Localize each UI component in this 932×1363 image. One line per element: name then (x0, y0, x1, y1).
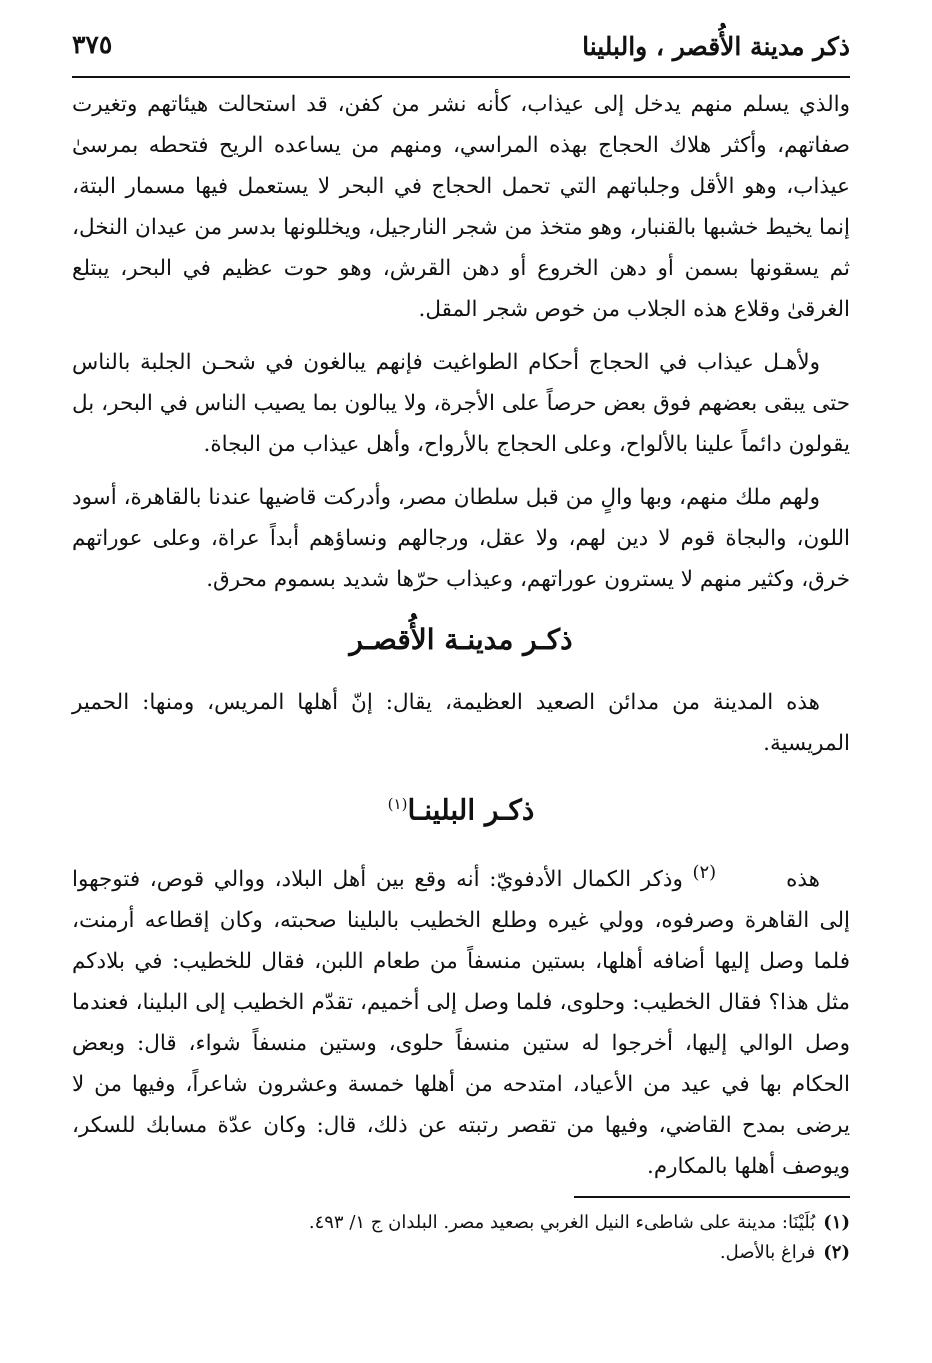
paragraph: ولأهـل عيذاب في الحجاج أحكام الطواغيت فإنهم يبالغون في شحـن الجلبة بالناس حتى يبقى بعضهم فوق بعض حرصاً على الأجرة، ولا يبالون بما يصيب الناس في البحر، بل يقولون دائماً علينا بالألواح، وعلى الحجاج بالأرواح، وأهل عيذاب من البجاة. (72, 350, 850, 457)
page-header (72, 24, 850, 74)
footnote (72, 1208, 850, 1238)
footnote-number: (١) (823, 1212, 850, 1233)
running-head: ذكر مدينة الأُقصر ، والبلينا (582, 32, 850, 61)
heading-text: ذكـر البلينـا (407, 793, 535, 827)
footnote-ref: (٢) (692, 862, 717, 884)
paragraph: والذي يسلم منهم يدخل إلى عيذاب، كأنه نشر من كفن، قد استحالت هيئاتهم وتغيرت صفاتهم، وأكثر هلاك الحجاج بهذه المراسي، ومنهم من يساعده الريح فتحطه بمرسىٰ عيذاب، وهو الأقل وجلباتهم التي تحمل الحجاج في البحر لا يستعمل فيها مسمار البتة، إنما يخيط خشبها بالقنبار، وهو متخذ من شجر النارجيل، ويخللونها بدسر من عيدان النخل، ثم يسقونها بسمن أو دهن الخروع أو دهن القرش، وهو حوت عظيم في البحر، يبتلع الغرقىٰ وقلاع هذه الجلاب من خوص شجر المقل. (72, 92, 850, 322)
footnote-text: فراغ بالأصل. (719, 1242, 816, 1263)
page-body (72, 84, 850, 1199)
footnote-ref: (١) (387, 795, 408, 813)
footnote (72, 1238, 850, 1268)
paragraph-balyana (72, 852, 850, 1187)
footnote-text: بُلَيْنَا: مدينة على شاطىء النيل الغربي بصعيد مصر. البلدان ج ١/ ٤٩٣. (308, 1212, 816, 1233)
section-heading-luxor (72, 616, 850, 664)
paragraph-rest: وذكر الكمال الأدفويّ: أنه وقع بين أهل البلاد، ووالي قوص، فتوجهوا إلى القاهرة وصرفوه، وولي غيره وطلع الخطيب بالبلينا صحبته، وكان إقطاعه أرمنت، فلما وصل إليها أضافه أهلها، بستين منسفاً من طعام اللبن، فقال للخطيب: في بلادكم مثل هذا؟ فقال الخطيب: وحلوى، فلما وصل إلى أخميم، تقدّم الخطيب إلى البلينا، فعندما وصل الوالي إليها، أخرجوا له ستين منسفاً حلوى، وستين منسفاً شواء، قال: وبعض الحكام بها في عيد من الأعياد، امتدحه من أهلها خمسة وعشرون شاعراً، وفيها من لا يرضى بمدح القاضي، وفيها من تقصر رتبته عن ذلك، قال: وكان عدّة مسابك للسكر، ويوصف أهلها بالمكارم. (72, 867, 850, 1180)
page-number: ٣٧٥ (72, 30, 113, 59)
paragraph-lead: هذه (786, 867, 820, 893)
heading-text: ذكـر مدينـة الأُقصـر (349, 623, 573, 656)
footnote-rule (574, 1196, 850, 1198)
footnotes (72, 1208, 850, 1268)
paragraph-luxor: هذه المدينة من مدائن الصعيد العظيمة، يقال: إنّ أهلها المريس، ومنها: الحمير المريسية. (72, 690, 850, 756)
section-heading-balyana (72, 780, 850, 834)
footnote-number: (٢) (823, 1242, 850, 1263)
header-rule (72, 76, 850, 78)
paragraph: ولهم ملك منهم، وبها والٍ من قبل سلطان مصر، وأدركت قاضيها عندنا بالقاهرة، أسود اللون، والبجاة قوم لا دين لهم، ولا عقل، ورجالهم ونساؤهم أبداً عراة، وعلى عوراتهم خرق، وكثير منهم لا يسترون عوراتهم، وعيذاب حرّها شديد بسموم محرق. (72, 485, 850, 592)
